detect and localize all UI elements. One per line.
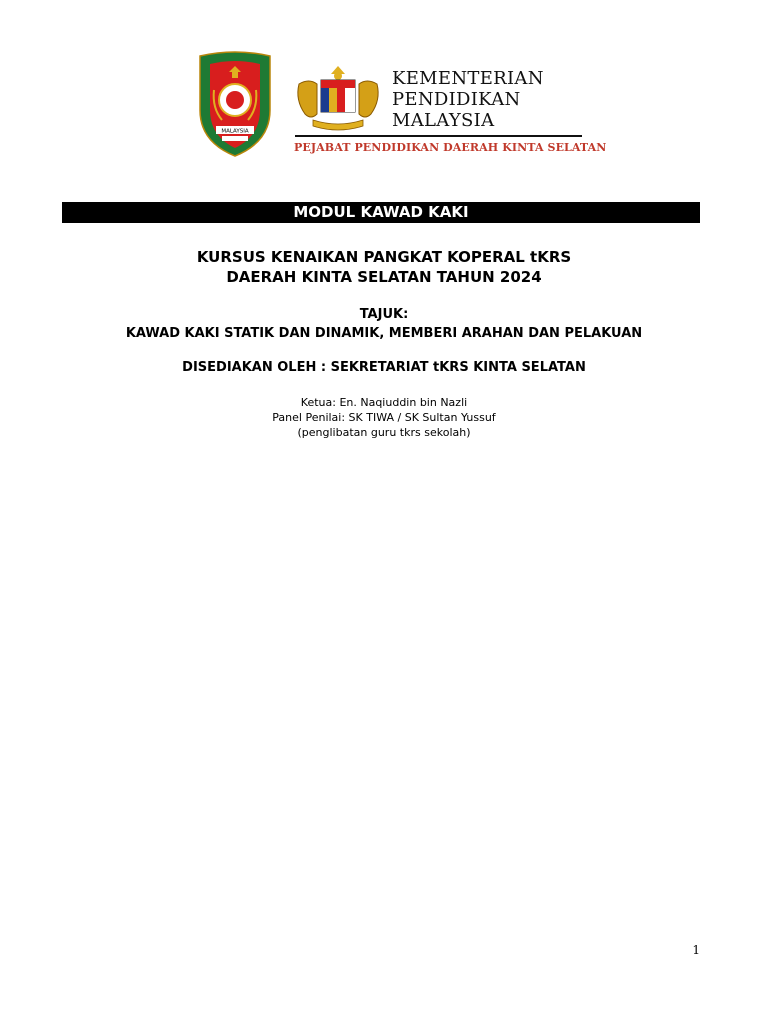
- ministry-line-1: KEMENTERIAN: [392, 68, 544, 89]
- course-title-line-2: DAERAH KINTA SELATAN TAHUN 2024: [226, 268, 542, 286]
- chair-line: Ketua: En. Naqiuddin bin Nazli: [300, 396, 468, 409]
- ministry-line-2: PENDIDIKAN: [392, 89, 521, 110]
- ministry-line-3: MALAYSIA: [392, 110, 495, 131]
- panel-line: Panel Penilai: SK TIWA / SK Sultan Yussuf: [272, 411, 496, 424]
- header-logos: [198, 50, 607, 160]
- district-office-name: PEJABAT PENDIDIKAN DAERAH KINTA SELATAN: [294, 141, 607, 154]
- krs-crest-logo: [198, 50, 272, 158]
- committee-info: [0, 395, 768, 440]
- course-title: [0, 247, 768, 287]
- topic-value: KAWAD KAKI STATIK DAN DINAMIK, MEMBERI ARAHAN DAN PELAKUAN: [125, 326, 643, 341]
- topic-section: [0, 305, 768, 343]
- topic-label: TAJUK:: [359, 307, 409, 322]
- note-line: (penglibatan guru tkrs sekolah): [297, 426, 471, 439]
- jata-negara-logo: [293, 64, 383, 136]
- page-number: 1: [692, 943, 700, 957]
- course-title-line-1: KURSUS KENAIKAN PANGKAT KOPERAL tKRS: [196, 248, 572, 266]
- crest-text: MALAYSIA: [221, 128, 249, 135]
- prepared-by: DISEDIAKAN OLEH : SEKRETARIAT tKRS KINTA SELATAN: [182, 360, 586, 375]
- ministry-name: [392, 68, 544, 131]
- ministry-divider: [295, 135, 582, 137]
- module-title-bar: MODUL KAWAD KAKI: [62, 202, 700, 223]
